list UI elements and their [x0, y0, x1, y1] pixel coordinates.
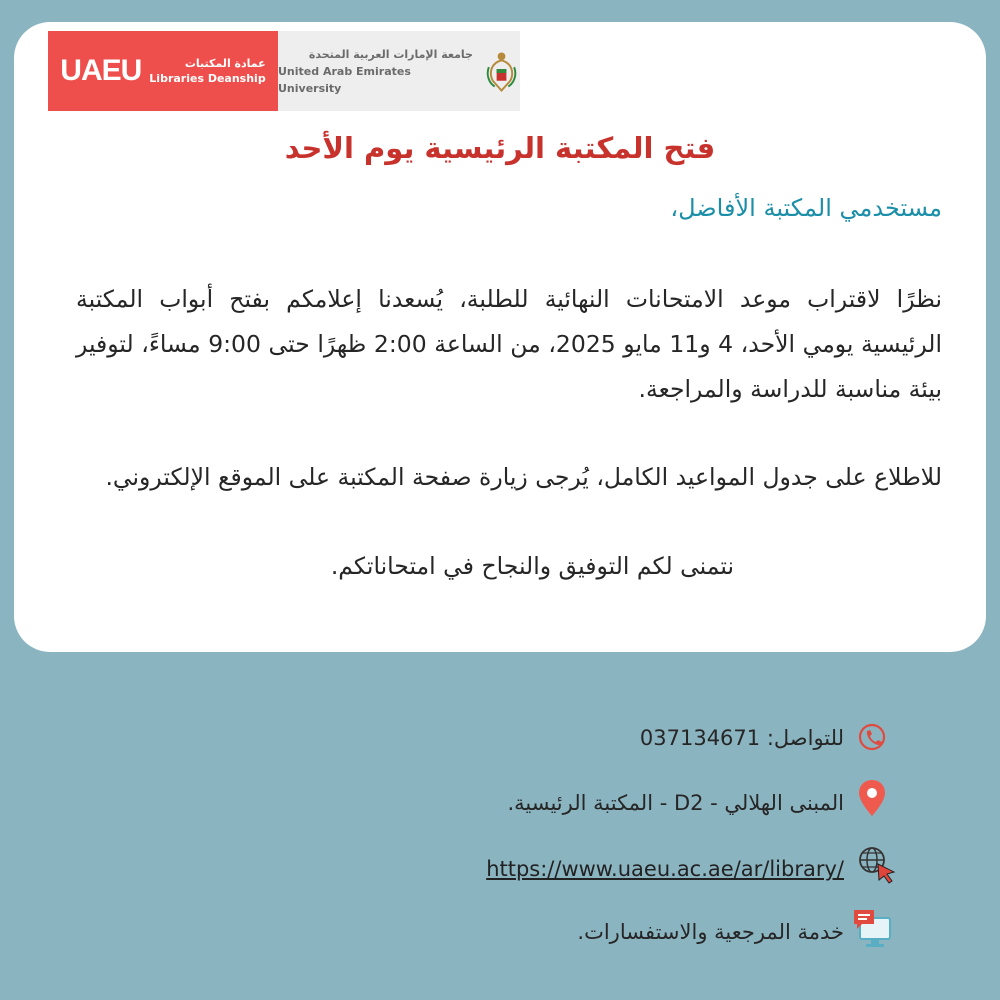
deanship-name-en: Libraries Deanship	[149, 72, 266, 85]
libraries-deanship-logo	[48, 31, 278, 111]
university-logo	[278, 31, 520, 111]
deanship-name-ar: عمادة المكتبات	[184, 57, 266, 70]
location-pin-icon	[852, 776, 892, 822]
uaeu-logo-banner	[48, 31, 520, 111]
uaeu-wordmark: UAEU	[60, 54, 142, 87]
phone-icon	[852, 716, 892, 762]
announcement-paragraph-hours: نظرًا لاقتراب موعد الامتحانات النهائية للطلبة، يُسعدنا إعلامكم بفتح أبواب المكتبة الرئيسية يومي الأحد، 4 و11 مايو 2025، من الساعة 2:00 ظهرًا حتى 9:00 مساءً، لتوفير بيئة مناسبة للدراسة والمراجعة.	[76, 285, 942, 403]
announcement-paragraph-schedule: للاطلاع على جدول المواعيد الكامل، يُرجى زيارة صفحة المكتبة على الموقع الإلكتروني.	[105, 463, 942, 491]
contact-reference-service: خدمة المرجعية والاستفسارات.	[577, 920, 844, 944]
university-emblem-icon	[483, 47, 520, 95]
announcement-title: فتح المكتبة الرئيسية يوم الأحد	[284, 131, 716, 165]
globe-cursor-icon	[856, 842, 896, 888]
library-website-link[interactable]: https://www.uaeu.ac.ae/ar/library/	[486, 857, 844, 881]
university-name-ar: جامعة الإمارات العربية المتحدة	[308, 47, 473, 61]
reference-chat-monitor-icon	[852, 906, 892, 952]
announcement-card	[14, 22, 986, 652]
contact-website[interactable]	[486, 849, 844, 889]
salutation: مستخدمي المكتبة الأفاضل،	[670, 194, 942, 222]
closing-wish: نتمنى لكم التوفيق والنجاح في امتحاناتكم.	[330, 552, 734, 580]
contact-location: المبنى الهلالي - D2 - المكتبة الرئيسية.	[507, 791, 844, 815]
contact-phone: للتواصل: 037134671	[639, 726, 844, 750]
university-name-en: United Arab Emirates University	[278, 64, 411, 95]
